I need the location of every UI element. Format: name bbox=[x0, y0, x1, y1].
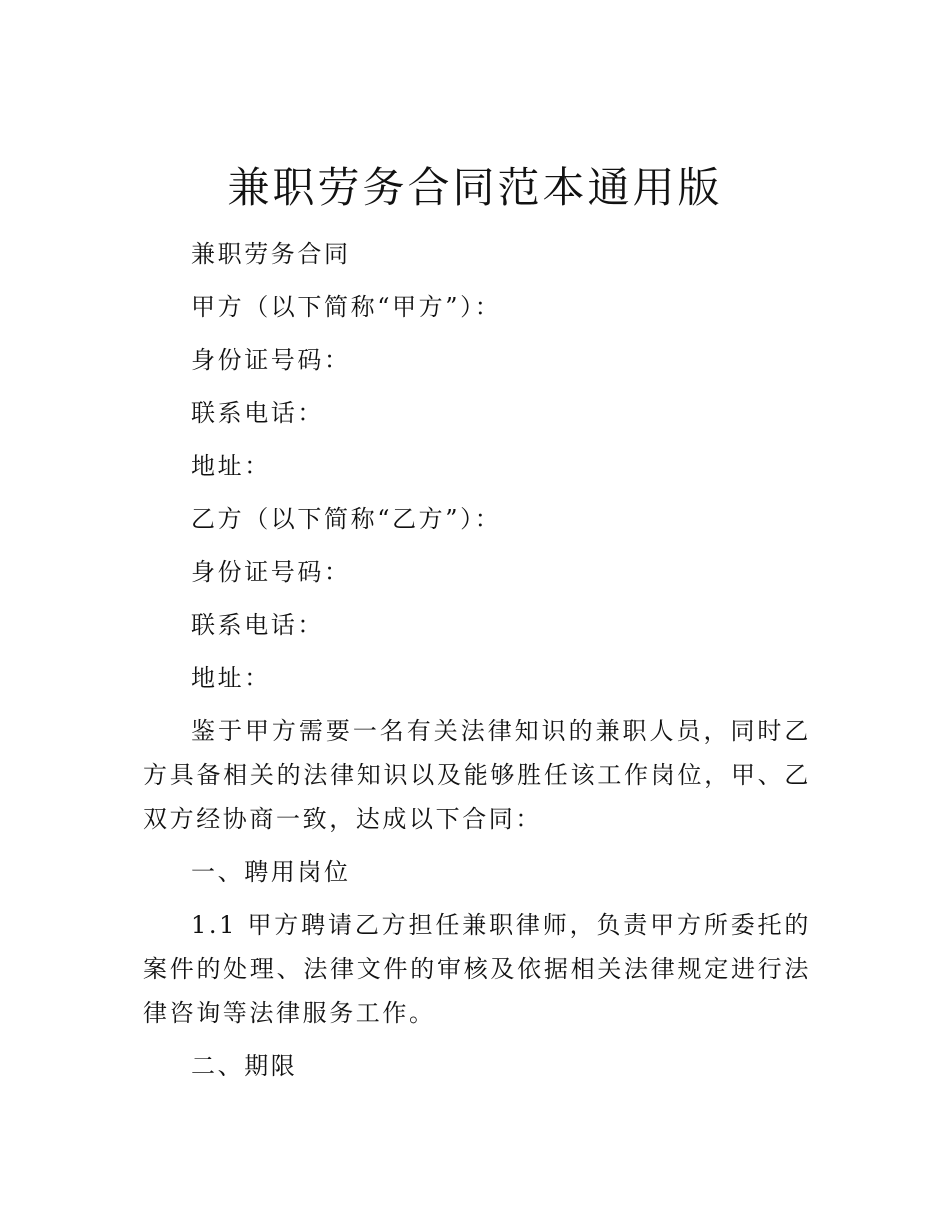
preamble-paragraph: 鉴于甲方需要一名有关法律知识的兼职人员，同时乙方具备相关的法律知识以及能够胜任该工作岗位，甲、乙双方经协商一致，达成以下合同： bbox=[143, 717, 811, 833]
clause-1-1: 1.1 甲方聘请乙方担任兼职律师，负责甲方所委托的案件的处理、法律文件的审核及依据相关法律规定进行法律咨询等法律服务工作。 bbox=[143, 911, 811, 1027]
party-b-id-number: 身份证号码： bbox=[191, 558, 351, 586]
document-title: 兼职劳务合同范本通用版 bbox=[227, 163, 723, 212]
party-b-phone: 联系电话： bbox=[191, 611, 324, 639]
party-b-heading: 乙方（以下简称“乙方”）： bbox=[191, 505, 502, 533]
party-b-address: 地址： bbox=[191, 664, 271, 692]
section-heading-position: 一、聘用岗位 bbox=[191, 858, 351, 886]
section-heading-term: 二、期限 bbox=[191, 1052, 298, 1080]
document-body bbox=[143, 232, 811, 1097]
contract-subtitle: 兼职劳务合同 bbox=[191, 240, 351, 268]
party-a-address: 地址： bbox=[191, 452, 271, 480]
party-a-id-number: 身份证号码： bbox=[191, 346, 351, 374]
party-a-heading: 甲方（以下简称“甲方”）： bbox=[191, 293, 502, 321]
party-a-phone: 联系电话： bbox=[191, 399, 324, 427]
